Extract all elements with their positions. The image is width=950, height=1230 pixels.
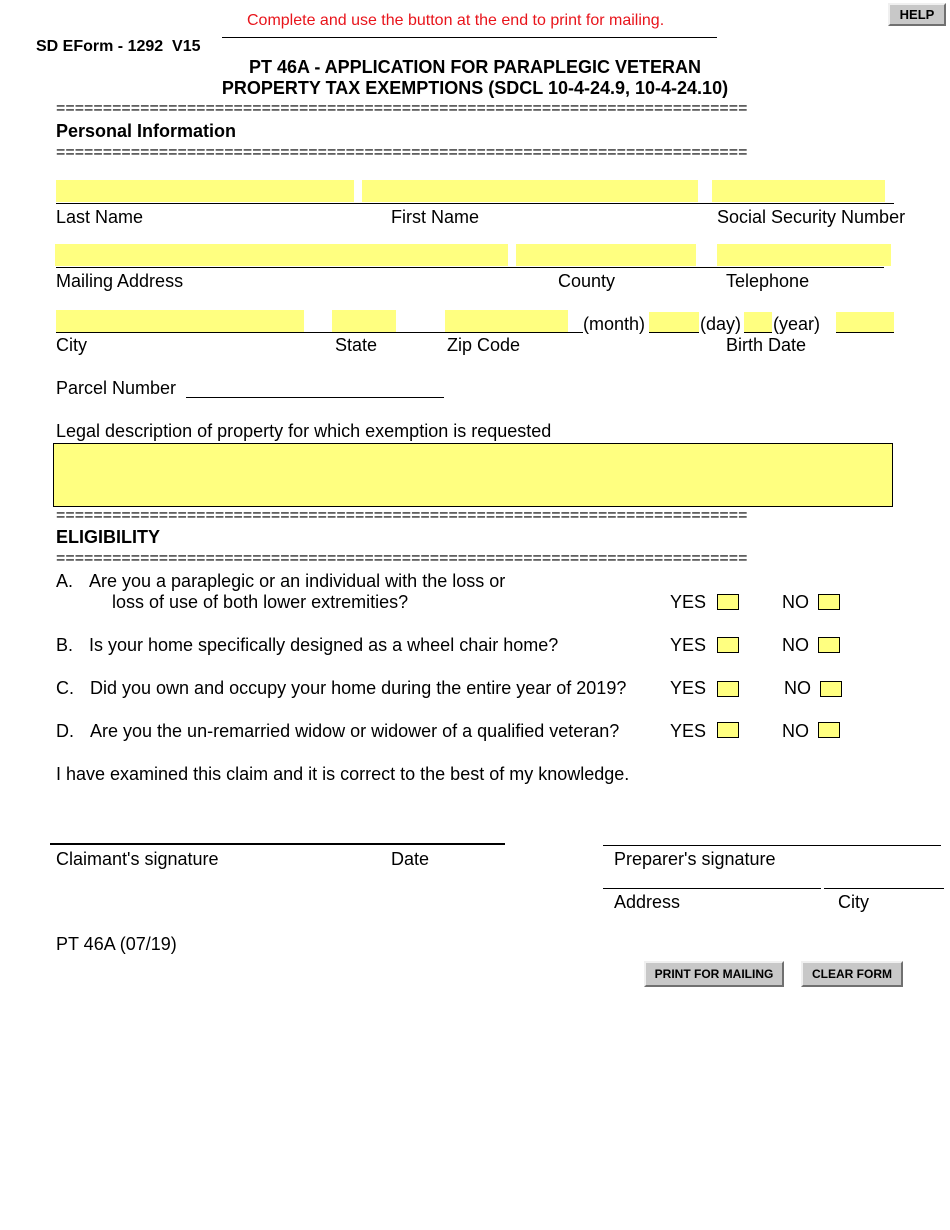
title-line-1: PT 46A - APPLICATION FOR PARAPLEGIC VETERAN: [248, 57, 702, 77]
question-b-letter: B.: [56, 635, 74, 655]
birth-month-input[interactable]: [649, 312, 699, 332]
separator-line: ==========================================================================: [56, 145, 748, 161]
year-label: (year): [773, 314, 821, 334]
birth-date-label: Birth Date: [726, 335, 807, 355]
question-b-no-checkbox[interactable]: [818, 637, 840, 653]
section-eligibility: ELIGIBILITY: [56, 527, 161, 547]
birth-day-input[interactable]: [744, 312, 772, 332]
title-line-2: PROPERTY TAX EXEMPTIONS (SDCL 10-4-24.9, 10-4-24.10): [221, 78, 729, 98]
telephone-label: Telephone: [726, 271, 810, 291]
question-d-no-checkbox[interactable]: [818, 722, 840, 738]
row-underline: [56, 332, 583, 333]
last-name-input[interactable]: [56, 180, 354, 202]
no-label: NO: [784, 678, 811, 698]
form-code: PT 46A (07/19): [56, 934, 177, 954]
ssn-label: Social Security Number: [717, 207, 906, 227]
instruction-underline: [222, 37, 717, 38]
preparer-signature-line[interactable]: [603, 845, 941, 846]
legal-description-label: Legal description of property for which exemption is requested: [56, 421, 552, 441]
month-underline: [649, 332, 699, 333]
city-label: City: [56, 335, 87, 355]
separator-line: ==========================================================================: [56, 551, 748, 567]
yes-label: YES: [670, 635, 707, 655]
telephone-input[interactable]: [717, 244, 891, 266]
parcel-number-label: Parcel Number: [56, 378, 177, 398]
form-version: V15: [172, 38, 201, 55]
question-d-letter: D.: [56, 721, 74, 741]
separator-line: ==========================================================================: [56, 101, 748, 117]
question-a-no-checkbox[interactable]: [818, 594, 840, 610]
form-id: [36, 38, 201, 56]
question-d-text: Are you the un-remarried widow or widower of a qualified veteran?: [90, 721, 620, 741]
claimant-signature-line[interactable]: [50, 843, 505, 845]
birth-year-input[interactable]: [836, 312, 894, 332]
state-input[interactable]: [332, 310, 396, 332]
city-input[interactable]: [56, 310, 304, 332]
row-underline: [56, 267, 884, 268]
zip-input[interactable]: [445, 310, 568, 332]
preparer-city-line[interactable]: [824, 888, 944, 889]
question-d-yes-checkbox[interactable]: [717, 722, 739, 738]
first-name-input[interactable]: [362, 180, 698, 202]
question-c-yes-checkbox[interactable]: [717, 681, 739, 697]
county-input[interactable]: [516, 244, 696, 266]
state-label: State: [335, 335, 378, 355]
month-label: (month): [583, 314, 646, 334]
day-label: (day): [700, 314, 742, 334]
question-c-no-checkbox[interactable]: [820, 681, 842, 697]
yes-label: YES: [670, 721, 707, 741]
help-button[interactable]: HELP: [888, 3, 946, 26]
question-c-text: Did you own and occupy your home during the entire year of 2019?: [90, 678, 627, 698]
claimant-signature-label: Claimant's signature: [56, 849, 219, 869]
ssn-input[interactable]: [712, 180, 885, 202]
yes-label: YES: [670, 678, 707, 698]
question-a-yes-checkbox[interactable]: [717, 594, 739, 610]
mailing-address-label: Mailing Address: [56, 271, 184, 291]
preparer-address-line[interactable]: [603, 888, 821, 889]
county-label: County: [558, 271, 616, 291]
form-id-text: SD EForm - 1292: [36, 38, 164, 55]
preparer-address-label: Address: [614, 892, 681, 912]
legal-description-input[interactable]: [53, 443, 893, 507]
yes-label: YES: [670, 592, 707, 612]
preparer-signature-label: Preparer's signature: [614, 849, 776, 869]
section-personal-information: Personal Information: [56, 121, 237, 141]
no-label: NO: [782, 635, 809, 655]
year-underline: [836, 332, 894, 333]
question-a-letter: A.: [56, 571, 74, 591]
print-for-mailing-button[interactable]: PRINT FOR MAILING: [644, 961, 784, 987]
attestation-text: I have examined this claim and it is correct to the best of my knowledge.: [56, 764, 630, 784]
row-underline: [56, 203, 894, 204]
question-b-yes-checkbox[interactable]: [717, 637, 739, 653]
question-b-text: Is your home specifically designed as a wheel chair home?: [89, 635, 559, 655]
no-label: NO: [782, 721, 809, 741]
question-a-text: Are you a paraplegic or an individual with the loss or: [89, 571, 506, 591]
no-label: NO: [782, 592, 809, 612]
parcel-number-input[interactable]: [186, 397, 444, 398]
print-instruction: Complete and use the button at the end to print for mailing.: [247, 12, 665, 29]
zip-label: Zip Code: [447, 335, 521, 355]
day-underline: [744, 332, 772, 333]
preparer-city-label: City: [838, 892, 869, 912]
last-name-label: Last Name: [56, 207, 144, 227]
question-c-letter: C.: [56, 678, 74, 698]
date-label: Date: [391, 849, 430, 869]
clear-form-button[interactable]: CLEAR FORM: [801, 961, 903, 987]
separator-line: ==========================================================================: [56, 508, 748, 524]
first-name-label: First Name: [391, 207, 480, 227]
mailing-address-input[interactable]: [55, 244, 508, 266]
question-a-text-cont: loss of use of both lower extremities?: [112, 592, 409, 612]
